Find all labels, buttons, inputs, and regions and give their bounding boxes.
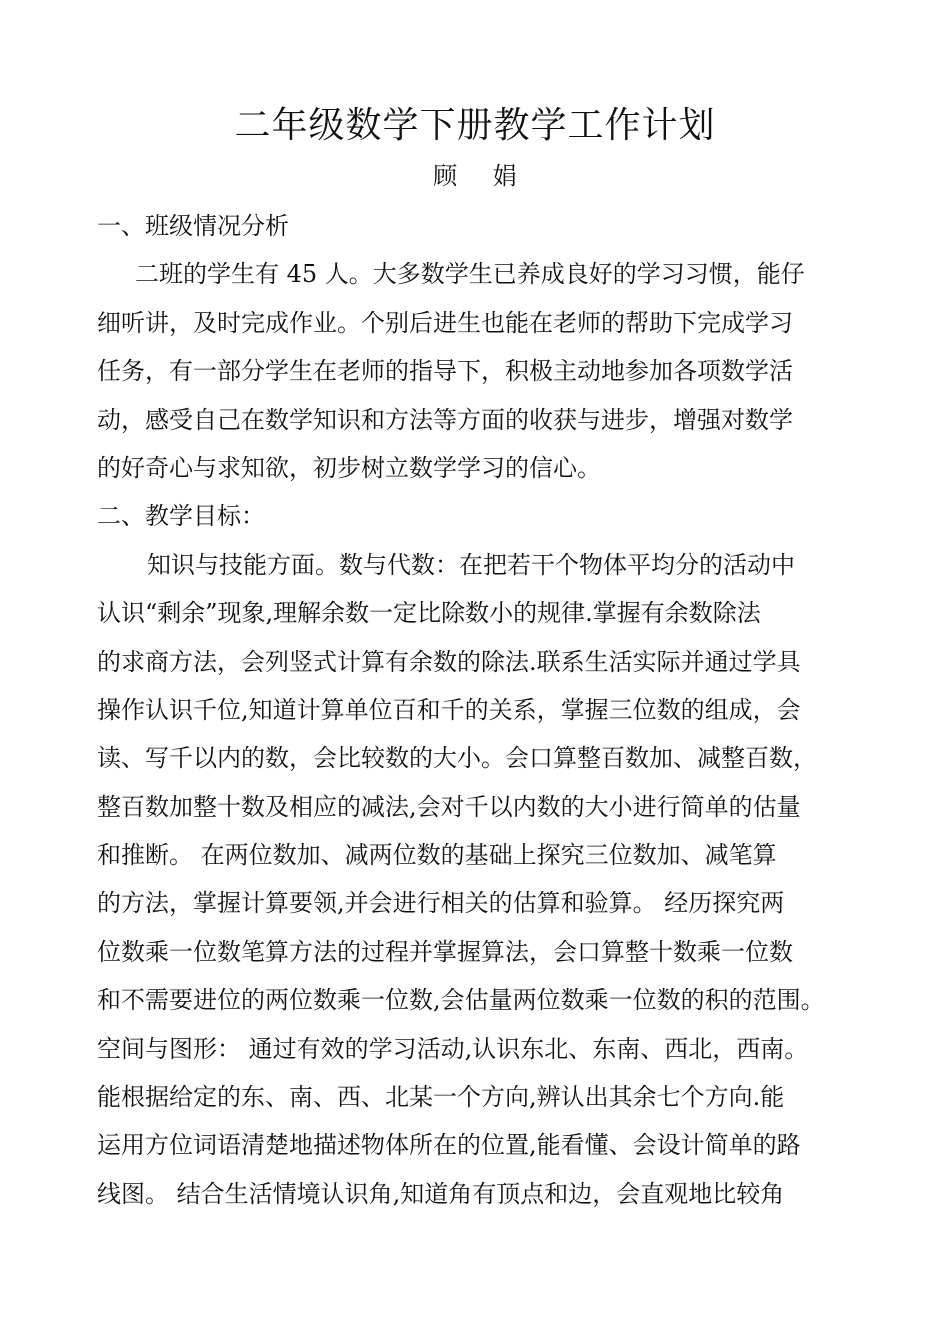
- section-heading-teaching-goals: 二、教学目标：: [97, 502, 265, 531]
- document-author: 顾 娟: [433, 162, 531, 190]
- paragraph-line: 任务，有一部分学生在老师的指导下，积极主动地参加各项数学活: [97, 357, 793, 386]
- document-body: [97, 202, 865, 1218]
- paragraph-line: 线图。 结合生活情境认识角,知道角有顶点和边，会直观地比较角: [97, 1179, 785, 1208]
- paragraph-line: 认识“剩余”现象,理解余数一定比除数小的规律.掌握有余数除法: [97, 599, 761, 628]
- paragraph-line: 能根据给定的东、南、西、北某一个方向,辨认出其余七个方向.能: [97, 1083, 785, 1112]
- paragraph-line: 细听讲，及时完成作业。个别后进生也能在老师的帮助下完成学习: [97, 308, 793, 337]
- paragraph-line: 读、写千以内的数，会比较数的大小。会口算整百数加、减整百数，: [97, 744, 817, 773]
- paragraph-line: 的好奇心与求知欲，初步树立数学学习的信心。: [97, 453, 601, 482]
- paragraph-line: 动，感受自己在数学知识和方法等方面的收获与进步，增强对数学: [97, 405, 793, 434]
- document-title: 二年级数学下册教学工作计划: [234, 105, 716, 146]
- paragraph-line: 和推断。 在两位数加、减两位数的基础上探究三位数加、减笔算: [97, 841, 777, 870]
- paragraph-line: 和不需要进位的两位数乘一位数,会估量两位数乘一位数的积的范围。: [97, 986, 825, 1015]
- section-heading-class-analysis: 一、班级情况分析: [97, 212, 289, 240]
- paragraph-line: 知识与技能方面。数与代数：在把若干个物体平均分的活动中: [147, 550, 795, 579]
- paragraph-line: 的求商方法，会列竖式计算有余数的除法.联系生活实际并通过学具: [97, 647, 801, 676]
- paragraph-line: 二班的学生有 45 人。大多数学生已养成良好的学习习惯，能仔: [135, 260, 805, 289]
- paragraph-line: 操作认识千位,知道计算单位百和千的关系，掌握三位数的组成，会: [97, 695, 801, 724]
- paragraph-line: 空间与图形： 通过有效的学习活动,认识东北、东南、西北，西南。: [97, 1034, 809, 1063]
- paragraph-line: 位数乘一位数笔算方法的过程并掌握算法，会口算整十数乘一位数: [97, 937, 793, 966]
- paragraph-line: 的方法，掌握计算要领,并会进行相关的估算和验算。 经历探究两: [97, 889, 785, 918]
- paragraph-line: 运用方位词语清楚地描述物体所在的位置,能看懂、会设计简单的路: [97, 1131, 801, 1160]
- paragraph-line: 整百数加整十数及相应的减法,会对千以内数的大小进行简单的估量: [97, 792, 801, 821]
